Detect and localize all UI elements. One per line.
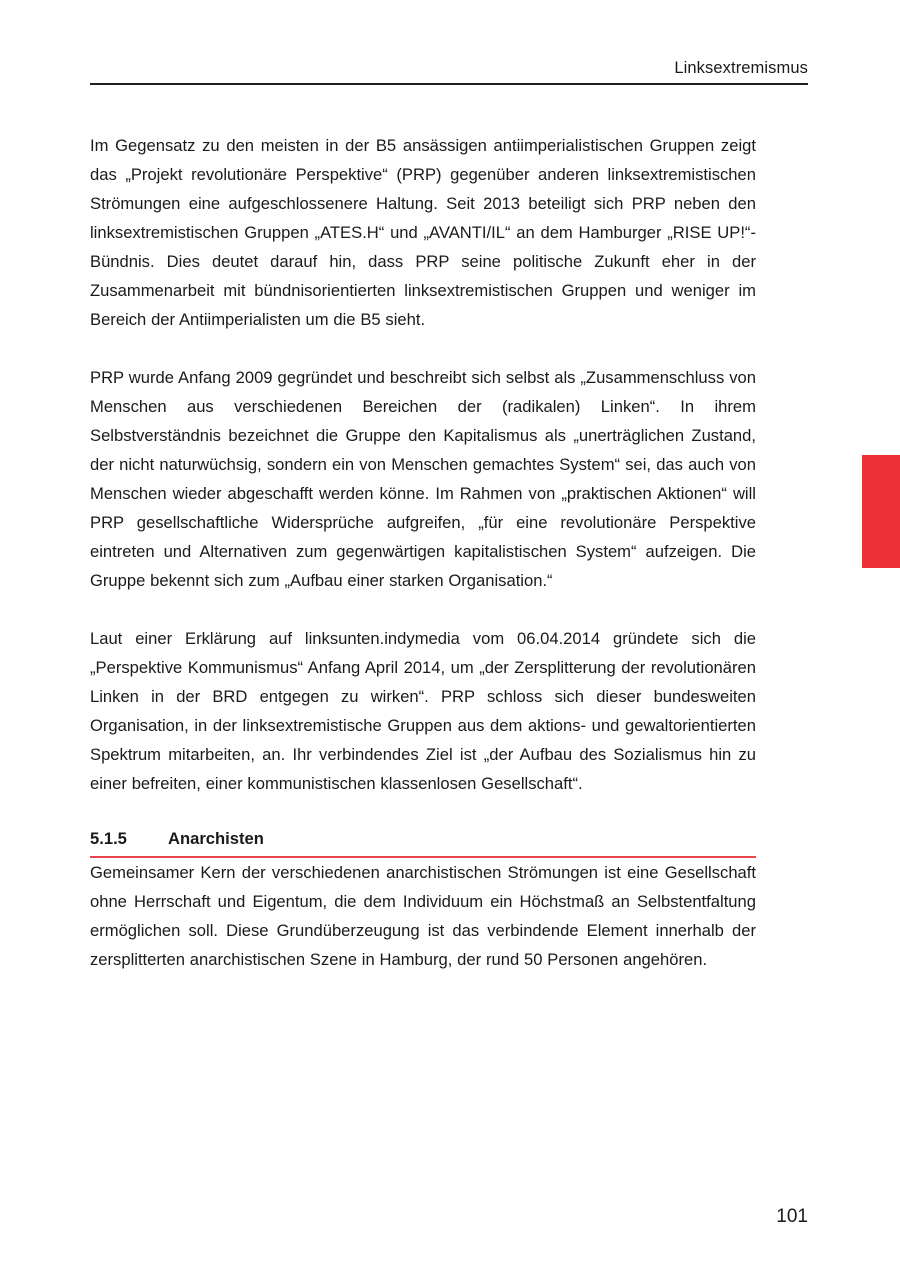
- running-head-rule: [90, 83, 808, 85]
- paragraph-prp-selbstverstaendnis: PRP wurde Anfang 2009 gegründet und beschreibt sich selbst als „Zusammenschluss von Menschen aus verschiedenen Bereichen der (radikalen) Linken“. In ihrem Selbstverständnis bezeichnet die Gruppe den Kapitalismus als „unerträglichen Zustand, der nicht naturwüchsig, sondern ein von Menschen gemachtes System“ sei, das auch von Menschen wieder abgeschafft werden könne. Im Rahmen von „praktischen Aktionen“ will PRP gesellschaftliche Widersprüche aufgreifen, „für eine revolutionäre Perspektive eintreten und Alternativen zum gegenwärtigen kapitalistischen System“ aufzeigen. Die Gruppe bekennt sich zum „Aufbau einer starken Organisation.“: [90, 368, 756, 590]
- section-number: 5.1.5: [90, 829, 127, 848]
- paragraph-perspektive-kommunismus: Laut einer Erklärung auf linksunten.indymedia vom 06.04.2014 gründete sich die „Perspektive Kommunismus“ Anfang April 2014, um „der Zersplitterung der revolutionären Linken in der BRD entgegen zu wirken“. PRP schloss sich dieser bundesweiten Organisation, in der linksextremistische Gruppen aus dem aktions- und gewaltorientierten Spektrum mitarbeiten, an. Ihr verbindendes Ziel ist „der Aufbau des Sozialismus hin zu einer befreiten, einer kommunistischen klassenlosen Gesellschaft“.: [90, 629, 756, 793]
- paragraph-prp-buendnis: Im Gegensatz zu den meisten in der B5 ansässigen antiimperialistischen Gruppen zeigt das „Projekt revolutionäre Perspektive“ (PRP) gegenüber anderen linksextremistischen Strömungen eine aufgeschlossenere Haltung. Seit 2013 beteiligt sich PRP neben den linksextremistischen Gruppen „ATES.H“ und „AVANTI/IL“ an dem Hamburger „RISE UP!“-Bündnis. Dies deutet darauf hin, dass PRP seine politische Zukunft eher in der Zusammenarbeit mit bündnisorientierten linksextremistischen Gruppen und weniger im Bereich der Antiimperialisten um die B5 sieht.: [90, 136, 756, 329]
- running-head: [90, 58, 808, 85]
- page-number: 101: [776, 1206, 808, 1227]
- section-heading-anarchisten: [90, 827, 756, 858]
- body-content: [90, 131, 756, 974]
- chapter-thumb-tab: [862, 455, 900, 568]
- section-title: Anarchisten: [168, 829, 264, 848]
- running-head-title: Linksextremismus: [674, 59, 808, 77]
- paragraph-anarchisten-kern: Gemeinsamer Kern der verschiedenen anarchistischen Strömungen ist eine Gesellschaft ohne Herrschaft und Eigentum, die dem Individuum ein Höchstmaß an Selbstentfaltung ermöglichen soll. Diese Grundüberzeugung ist das verbindende Element innerhalb der zersplitterten anarchistischen Szene in Hamburg, der rund 50 Personen angehören.: [90, 863, 756, 969]
